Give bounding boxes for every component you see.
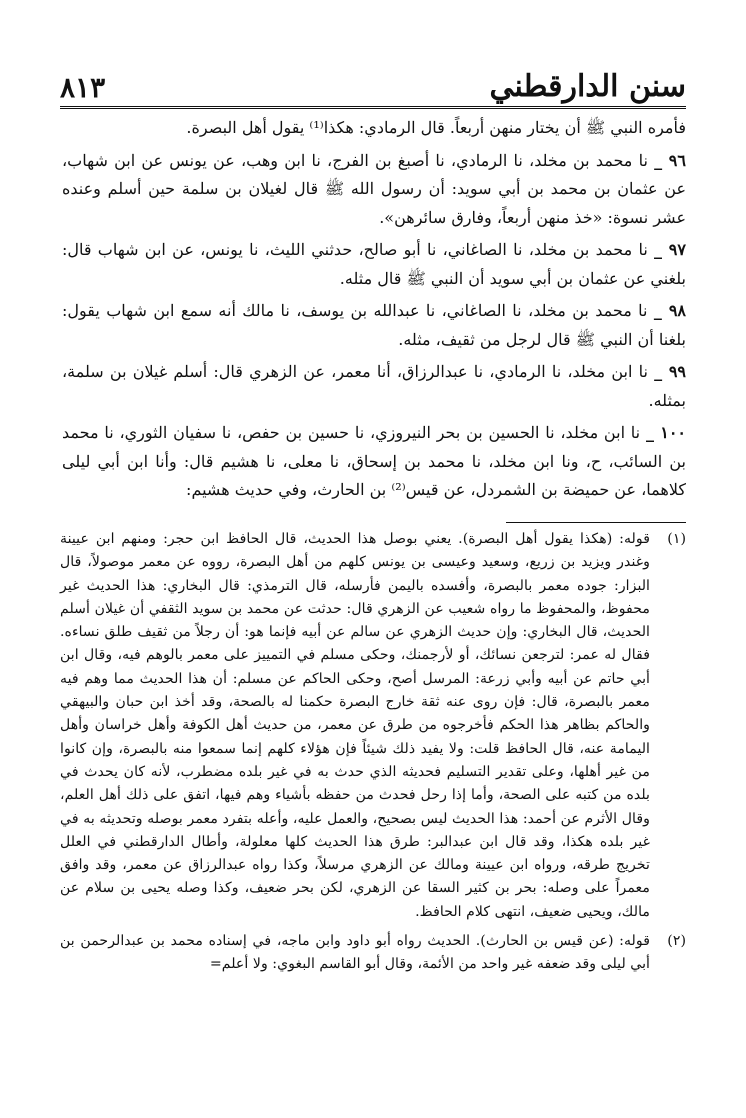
paragraph-text: نا محمد بن مخلد، نا الرمادي، نا أصبغ بن الفرج، نا ابن وهب، عن يونس عن ابن شهاب، عن عثمان بن محمد بن أبي سويد: أن رسول الله ﷺ قال لغيلان بن سلمة حين أسلم وعنده عشر نسوة: «خذ منهن أربعاً، وفارق سائرهن». [62,150,686,227]
main-text [62,114,686,509]
hadith-number: ٩٦ _ [654,150,686,170]
paragraph-text: نا ابن مخلد، نا الرمادي، نا عبدالرزاق، أنا معمر، عن الزهري قال: أسلم غيلان بن سلمة، بمثله. [62,362,686,410]
paragraph-text: نا محمد بن مخلد، نا الصاغاني، نا أبو صالح، حدثني الليث، نا يونس، عن ابن شهاب قال: بلغني عن عثمان بن أبي سويد أن النبي ﷺ قال مثله. [62,240,686,288]
footnote-marker: (٢) [667,933,686,950]
hadith-97 [62,236,686,293]
paragraph-text: نا محمد بن مخلد، نا الصاغاني، نا عبدالله بن يوسف، نا مالك أنه سمع ابن شهاب يقول: بلغنا أن النبي ﷺ قال لرجل من ثقيف، مثله. [62,301,686,349]
footnote-separator [506,522,686,523]
footnote-text: قوله: (عن قيس بن الحارث). الحديث رواه أبو داود وابن ماجه، في إسناده محمد بن عبدالرحمن بن أبي ليلى وقد ضعفه غير واحد من الأئمة، وقال أبو القاسم البغوي: ولا أعلم= [60,933,650,973]
page-header [60,60,686,104]
hadith-98 [62,297,686,354]
footnote-2 [60,930,686,977]
book-title: سنن الدارقطني [489,69,686,104]
footnote-1 [60,528,686,924]
header-rule [60,106,686,109]
paragraph-text: نا ابن مخلد، نا الحسين بن بحر النيروزي، نا حسين بن حفص، نا سفيان الثوري، نا محمد بن السائب، ح، ونا ابن مخلد، نا محمد بن إسحاق، نا معلى، نا هشيم قال: وأنا ابن أبي ليلى كلاهما، عن حميضة بن الشمردل، عن قيس⁽²⁾ بن الحارث، وفي حديث هشيم: [62,423,686,499]
hadith-99 [62,358,686,415]
page-number: ٨١٣ [60,71,106,104]
paragraph-text: فأمره النبي ﷺ أن يختار منهن أربعاً. قال الرمادي: هكذا⁽¹⁾ يقول أهل البصرة. [186,118,686,137]
paragraph-continuation [62,114,686,143]
hadith-96 [62,147,686,233]
footnote-marker: (١) [667,531,686,547]
hadith-number: ٩٨ _ [653,301,686,320]
hadith-number: ٩٩ _ [654,362,687,381]
hadith-100 [62,419,686,505]
footnotes [60,528,686,983]
hadith-number: ١٠٠ _ [645,423,686,442]
footnote-text: قوله: (هكذا يقول أهل البصرة). يعني بوصل هذا الحديث، قال الحافظ ابن حجر: ومنهم ابن عيينة وغندر ويزيد بن زريع، وسعيد وعيسى بن يونس كلهم من أهل البصرة، رووه عن معمر موصولاً، قال البزار: جوده معمر بالبصرة، وأفسده باليمن فأرسله، قال الترمذي: قال البخاري: هذا الحديث غير محفوظ، والمحفوظ ما رواه شعيب عن الزهري قال: حدثت عن محمد بن سويد الثقفي أن غيلان أسلم الحديث، قال البخاري: وإن حديث الزهري عن سالم عن أبيه فإنما هو: أن رجلاً من ثقيف طلق نساءه. فقال له عمر: لترجعن نسائك، أو لأرجمنك، وحكى مسلم في التمييز على معمر بالوهم فيه، وقال ابن أبي حاتم عن أبيه وأبي زرعة: المرسل أصح، وحكى الحاكم عن مسلم: أن هذا الحديث مما وهم فيه معمر بالبصرة، قال: فإن روى عنه ثقة خارج البصرة حكمنا له بالصحة، وقد أخذ ابن حبان والبيهقي والحاكم بظاهر هذا الحكم فأخرجوه من طرق عن معمر، من حديث أهل الكوفة وأهل خراسان وأهل اليمامة عنه، قال الحافظ قلت: ولا يفيد ذلك شيئاً فإن هؤلاء كلهم إنما سمعوا منه بالبصرة، وإن كانوا من غير أهلها، وعلى تقدير التسليم فحديثه الذي حدث به في غير بلده مضطرب، لأنه كان يحدث في بلده من كتبه على الصحة، وأما إذا رحل فحدث من حفظه بأشياء وهم فيها، اتفق على ذلك أهل العلم، وقال الأثرم عن أحمد: هذا الحديث ليس بصحيح، والعمل عليه، وأعله بتفرد معمر بوصله وتحديثه به في غير بلده هكذا، وقد قال ابن عبدالبر: طرق هذا الحديث كلها معلولة، وأطال الدارقطني في العلل تخريج طرقه، ورواه ابن عيينة ومالك عن الزهري مرسلاً، وكذا رواه عبدالرزاق عن معمر، وقد وافق معمراً على وصله: بحر بن كثير السقا عن الزهري، لكن بحر ضعيف، وكذا وصله يحيى بن سلام عن مالك، ويحيى ضعيف، انتهى كلام الحافظ. [60,531,650,920]
hadith-number: ٩٧ _ [654,240,686,259]
